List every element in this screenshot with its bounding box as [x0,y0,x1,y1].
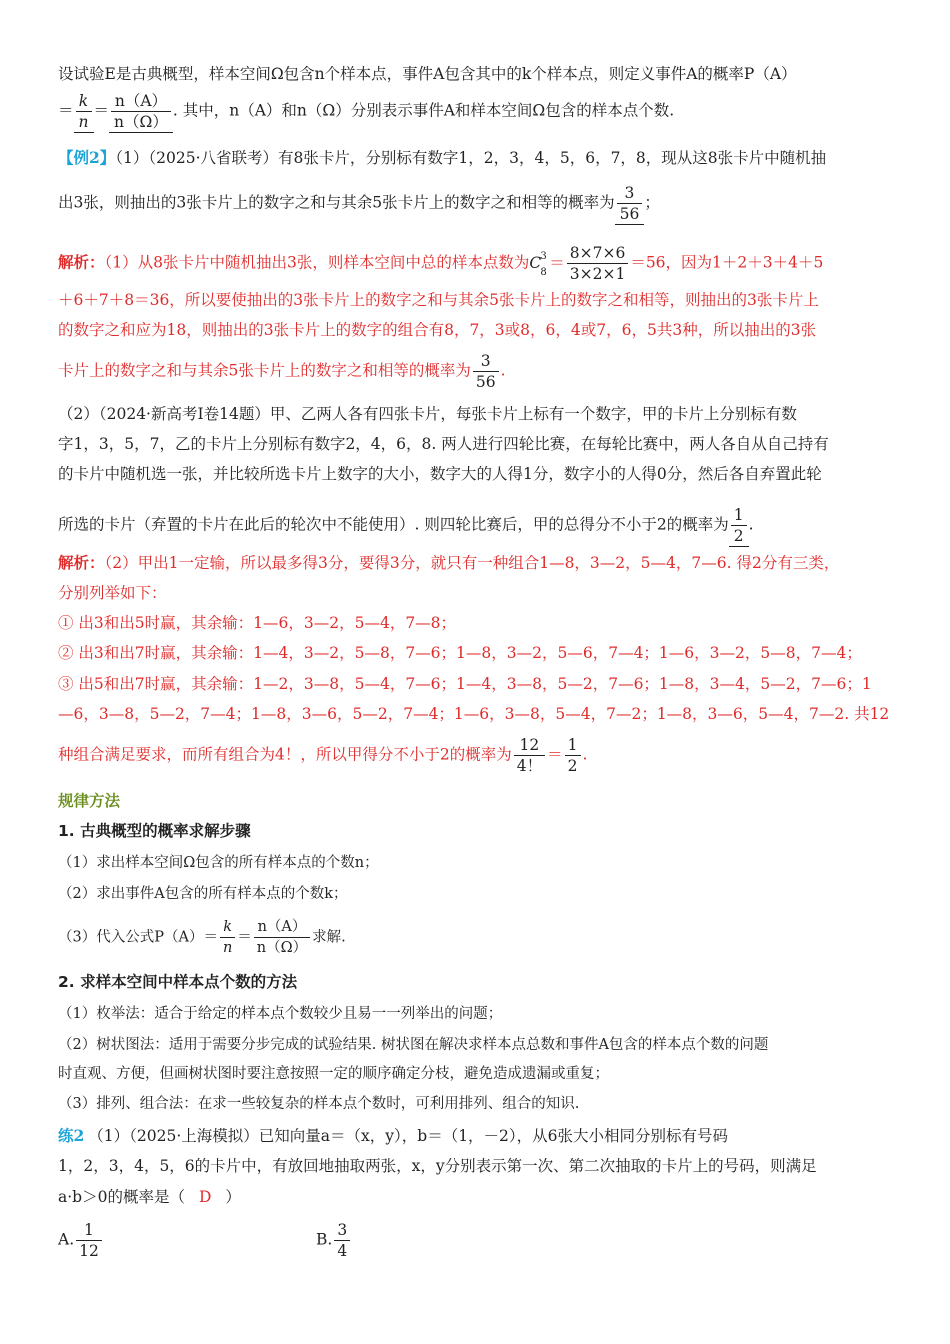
sol1-comb-sub: 8 [540,266,547,278]
intro-blank1 [74,91,94,133]
method-s3-tail: 求解. [312,929,346,946]
sol2-f2-den: 2 [567,757,578,775]
ex2-p1-ans-den: 56 [619,205,640,223]
intro-blank2 [109,91,173,133]
method-s3-f2-den: n（Ω） [256,940,308,956]
sol2-f1-num: 12 [514,735,545,756]
sol2-line5: ③ 出5和出7时赢，其余输：1—2，3—8，5—4，7—6；1—4，3—8，5—2，7—6；1—8，3—4，5—2，7—6；1 [58,675,872,693]
ex2-p1-text1: （1）（2025·八省联考）有8张卡片，分别标有数字1，2，3，4，5，6，7，8，现从这8张卡片中随机抽 [115,149,827,167]
method-s1: （1）求出样本空间Ω包含的所有样本点的个数n； [58,855,379,871]
intro-formula-line [58,91,674,133]
method-s3 [58,917,346,958]
practice-option-a[interactable] [58,1220,104,1261]
ex2-p1-line1 [58,147,826,169]
sol2-line7: 种组合满足要求，而所有组合为4！，所以甲得分不小于2的概率为 $\frac{12}{4!}$ ＝ $\frac{1}{2}$ . [58,736,588,775]
ex2-p2-ans-num: 1 [731,505,747,526]
sol1-line4: 卡片上的数字之和与其余5张卡片上的数字之和相等的概率为 $\frac{3}{56}$ . [58,352,506,391]
sol2-text7: 种组合满足要求，而所有组合为4！，所以甲得分不小于2的概率为 [58,745,512,764]
sol2-eq: ＝ [547,745,563,764]
sol1-ans-den: 56 [475,373,496,391]
sol2-line4: ② 出3和出7时赢，其余输：1—4，3—2，5—8，7—6；1—8，3—2，5—6，7—4；1—6，3—2，5—8，7—4； [58,644,862,662]
method-m2-line2: 时直观、方便，但画树状图时要注意按照一定的顺序确定分枝，避免造成遗漏或重复； [58,1066,609,1082]
ex2-p1-ans-num: 3 [617,183,643,204]
method-m2-line1: （2）树状图法：适用于需要分步完成的试验结果. 树状图在解决求样本点总数和事件A包含的样本点个数的问题 [58,1037,769,1053]
intro-f2-num: n（A） [111,91,171,112]
option-b-den: 4 [337,1242,348,1260]
method-s3-f2-num: n（A） [254,917,310,938]
ex2-p2-line1: （2）（2024·新高考Ⅰ卷14题）甲、乙两人各有四张卡片，每张卡片上标有一个数字，甲的卡片上分别标有数 [58,405,797,423]
ex2-p2-ans-den: 2 [733,527,744,545]
ex2-p2-line4: 所选的卡片（弃置的卡片在此后的轮次中不能使用）. 则四轮比赛后，甲的总得分不小于2的概率为 $\frac{1}{2}$ . [58,506,754,545]
practice-line3 [58,1186,241,1208]
practice-answer: D [198,1188,212,1206]
sol2-line2: 分别列举如下： [58,584,167,602]
intro-eq2: ＝ [93,101,110,120]
option-a-num: 1 [76,1220,102,1241]
method-s3-eq: ＝ [237,929,252,946]
practice-option-b[interactable] [316,1220,352,1261]
sol2-f1-den: 4！ [516,757,543,775]
method-title: 规律方法 [58,792,121,810]
sol2-line3: ① 出3和出5时赢，其余输：1—6，3—2，5—4，7—8； [58,614,457,632]
sol2-line6: —6，3—8，5—2，7—4；1—8，3—6，5—2，7—4；1—6，3—8，5—4，7—2；1—8，3—6，5—4，7—2. 共12 [58,705,890,723]
method-m3: （3）排列、组合法：在求一些较复杂的样本点个数时，可利用排列、组合的知识. [58,1096,580,1112]
option-b-num: 3 [334,1220,350,1241]
sol1-eq: ＝ [549,253,565,272]
method-m1: （1）枚举法：适合于给定的样本点个数较少且易一一列举出的问题； [58,1006,503,1022]
sol2-label: 解析： [58,553,105,572]
sol1-comb-letter: C [529,253,542,272]
sol2-text1: （2）甲出1一定输，所以最多得3分，要得3分，就只有一种组合1—8，3—2，5—4，7—6. 得2分有三类， [104,554,840,572]
method-s3-text: （3）代入公式P（A）＝ [58,929,218,946]
sol1-ans-num: 3 [473,351,499,372]
sol2-line1 [58,552,839,574]
ex2-p2-line2: 字1，3，5，7，乙的卡片上分别标有数字2，4，6，8. 两人进行四轮比赛，在每轮比赛中，两人各自从自己持有 [58,435,829,453]
ex2-p1-text2: 出3张，则抽出的3张卡片上的数字之和与其余5张卡片上的数字之和相等的概率为 [58,193,615,212]
method-s3-f1-num: k [220,917,235,938]
practice-text3b: ） [225,1188,241,1206]
intro-eq: ＝ [58,101,74,120]
sol1-label: 解析： [58,252,105,272]
practice-text3: a·b＞0的概率是（ [58,1188,185,1206]
option-a-label: A. [58,1230,75,1249]
sol1-line3: 的数字之和应为18，则抽出的3张卡片上的数字的组合有8，7，3或8，6，4或7，6，5共3种，所以抽出的3张 [58,321,817,339]
method-h1: 1. 古典概型的概率求解步骤 [58,822,251,840]
ex2-tag: 【例2】 [58,148,116,167]
option-a-den: 12 [79,1242,99,1260]
option-b-label: B. [316,1230,333,1249]
method-s3-f1-den: n [222,940,233,956]
sol1-text1b: ＝56，因为1＋2＋3＋4＋5 [630,253,824,272]
sol1-line1 [58,243,823,284]
sol1-line2: ＋6＋7＋8＝36，所以要使抽出的3张卡片上的数字之和与其余5张卡片上的数字之和相等，则抽出的3张卡片上 [58,291,819,309]
sol1-text1: （1）从8张卡片中随机抽出3张，则样本空间中总的样本点数为 [104,253,530,272]
practice-tag: 练2 [58,1126,85,1145]
practice-line1 [58,1125,728,1147]
ex2-p1-line2: 出3张，则抽出的3张卡片上的数字之和与其余5张卡片上的数字之和相等的概率为 $\frac{3}{56}$ ； [58,184,660,223]
intro-line1: 设试验E是古典概型，样本空间Ω包含n个样本点，事件A包含其中的k个样本点，则定义事件A的概率P（A） [58,65,797,83]
sol1-frac-num: 8×7×6 [567,243,629,264]
method-h2: 2. 求样本空间中样本点个数的方法 [58,973,298,991]
method-s2: （2）求出事件A包含的所有样本点的个数k； [58,886,348,902]
intro-f2-den: n（Ω） [114,113,168,131]
sol1-comb [529,250,547,278]
ex2-p1-blank [615,183,645,225]
practice-text1: （1）（2025·上海模拟）已知向量a＝（x，y），b＝（1，－2），从6张大小相同分别标有号码 [88,1127,729,1145]
sol1-frac-den: 3×2×1 [569,265,626,283]
ex2-p2-blank [729,505,749,547]
ex2-p2-line3: 的卡片中随机选一张，并比较所选卡片上数字的大小，数字大的人得1分，数字小的人得0分，然后各自弃置此轮 [58,465,822,483]
ex2-p2-text4: 所选的卡片（弃置的卡片在此后的轮次中不能使用）. 则四轮比赛后，甲的总得分不小于2的概率为 [58,515,729,534]
sol1-text4: 卡片上的数字之和与其余5张卡片上的数字之和相等的概率为 [58,361,471,380]
intro-f1-den: n [78,113,89,131]
practice-line2: 1，2，3，4，5，6的卡片中，有放回地抽取两张，x，y分别表示第一次、第二次抽取的卡片上的号码，则满足 [58,1157,817,1175]
sol1-comb-sup: 3 [540,250,547,262]
intro-tail: . 其中，n（A）和n（Ω）分别表示事件A和样本空间Ω包含的样本点个数. [172,101,675,120]
intro-f1-num: k [76,91,92,112]
sol2-f2-num: 1 [565,735,581,756]
